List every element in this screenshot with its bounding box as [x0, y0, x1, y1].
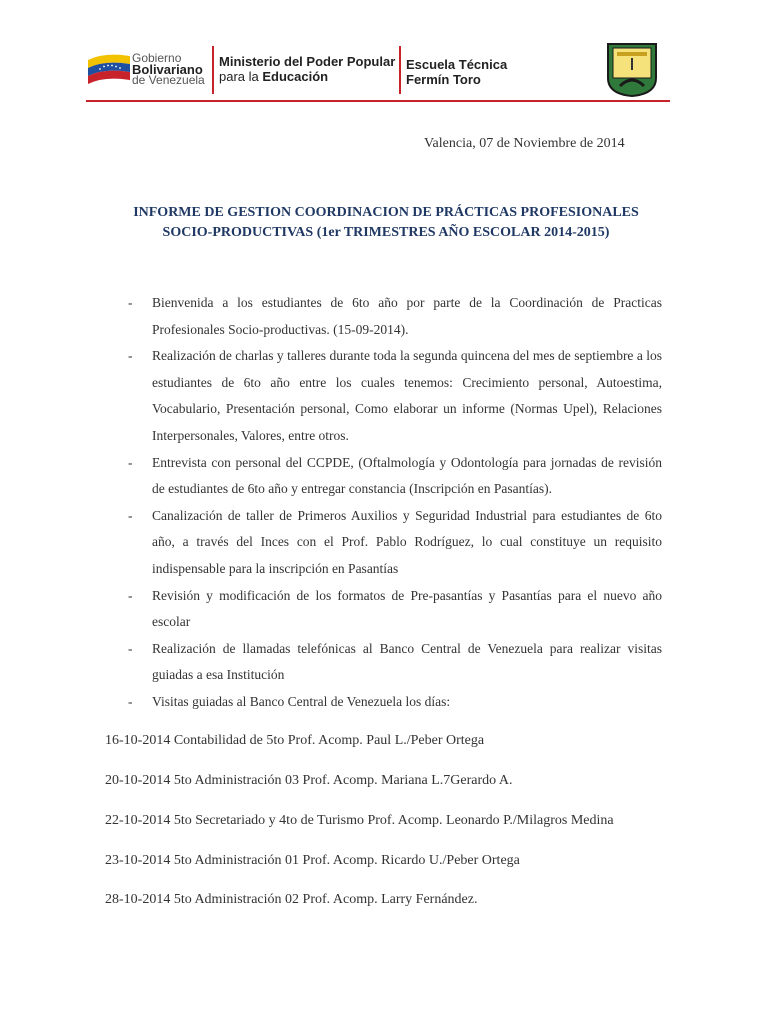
title-line-1: INFORME DE GESTION COORDINACION DE PRÁCTICAS PROFESIONALES — [133, 205, 639, 220]
list-item — [124, 503, 662, 583]
government-name — [132, 53, 205, 86]
bullet-dash: - — [128, 507, 133, 523]
venezuela-flag-logo — [86, 50, 134, 86]
ministry-line-2-bold: Educación — [262, 69, 329, 84]
ministry-name — [219, 54, 395, 84]
list-item-text: Entrevista con personal del CCPDE, (Oftalmología y Odontología para jornadas de revisión de estudiantes de 6to año y entregar constancia (Inscripción en Pasantías). — [152, 454, 662, 497]
header-divider — [399, 46, 401, 94]
list-item-text: Bienvenida a los estudiantes de 6to año por parte de la Coordinación de Practicas Profesionales Socio-productivas. (15-09-2014). — [152, 295, 662, 337]
list-item — [124, 450, 662, 503]
school-line-2: Fermín Toro — [406, 72, 481, 87]
list-item — [124, 343, 662, 449]
document-title — [96, 203, 676, 243]
header-divider — [212, 46, 214, 94]
ministry-line-2-prefix: para la — [219, 69, 259, 84]
title-line-2: SOCIO-PRODUCTIVAS (1er TRIMESTRES AÑO ESCOLAR 2014-2015) — [162, 225, 610, 240]
header-rule — [86, 100, 670, 102]
list-item-text: Revisión y modificación de los formatos de Pre-pasantías y Pasantías para el nuevo año escolar — [152, 587, 662, 630]
list-item — [124, 583, 662, 636]
visit-entry: 20-10-2014 5to Administración 03 Prof. Acomp. Mariana L.7Gerardo A. — [105, 773, 513, 788]
document-date: Valencia, 07 de Noviembre de 2014 — [424, 136, 625, 151]
visit-entry: 28-10-2014 5to Administración 02 Prof. Acomp. Larry Fernández. — [105, 892, 478, 907]
ministry-line-1: Ministerio del Poder Popular — [219, 54, 396, 69]
school-line-1: Escuela Técnica — [406, 57, 508, 72]
gov-line-2: Bolivariano — [132, 62, 203, 77]
gov-line-1: Gobierno — [132, 51, 182, 65]
letterhead — [86, 40, 670, 102]
list-item-text: Canalización de taller de Primeros Auxilios y Seguridad Industrial para estudiantes de 6to año, a través del Inces con el Prof. Pablo Rodríguez, lo cual constituye un requisito indispensable para la inscripción en Pasantías — [152, 507, 662, 576]
list-item-text: Realización de llamadas telefónicas al Banco Central de Venezuela para realizar visitas guiadas a esa Institución — [152, 640, 662, 683]
list-item — [124, 290, 662, 343]
bullet-dash: - — [128, 348, 133, 364]
list-item-text: Realización de charlas y talleres durante toda la segunda quincena del mes de septiembre a los estudiantes de 6to año entre los cuales tenemos: Crecimiento personal, Autoestima, Vocabulario, Presentación personal, Como elaborar un informe (Normas Upel), Relaciones Interpersonales, Valores, entre otros. — [152, 348, 662, 443]
bullet-dash: - — [128, 295, 133, 310]
list-item-text: Visitas guiadas al Banco Central de Venezuela los días: — [152, 693, 451, 709]
school-crest-logo — [604, 40, 660, 98]
visit-entry: 23-10-2014 5to Administración 01 Prof. Acomp. Ricardo U./Peber Ortega — [105, 853, 520, 868]
visit-entry: 22-10-2014 5to Secretariado y 4to de Turismo Prof. Acomp. Leonardo P./Milagros Medina — [105, 813, 614, 828]
visit-entry: 16-10-2014 Contabilidad de 5to Prof. Acomp. Paul L./Peber Ortega — [105, 733, 485, 748]
bullet-dash: - — [128, 640, 133, 656]
gov-line-3: de Venezuela — [132, 73, 205, 87]
list-item — [124, 689, 662, 716]
bullet-dash: - — [128, 587, 133, 603]
bullet-dash: - — [128, 693, 133, 709]
list-item — [124, 636, 662, 689]
school-name — [406, 57, 507, 87]
bullet-dash: - — [128, 454, 133, 470]
activities-list — [124, 290, 662, 716]
